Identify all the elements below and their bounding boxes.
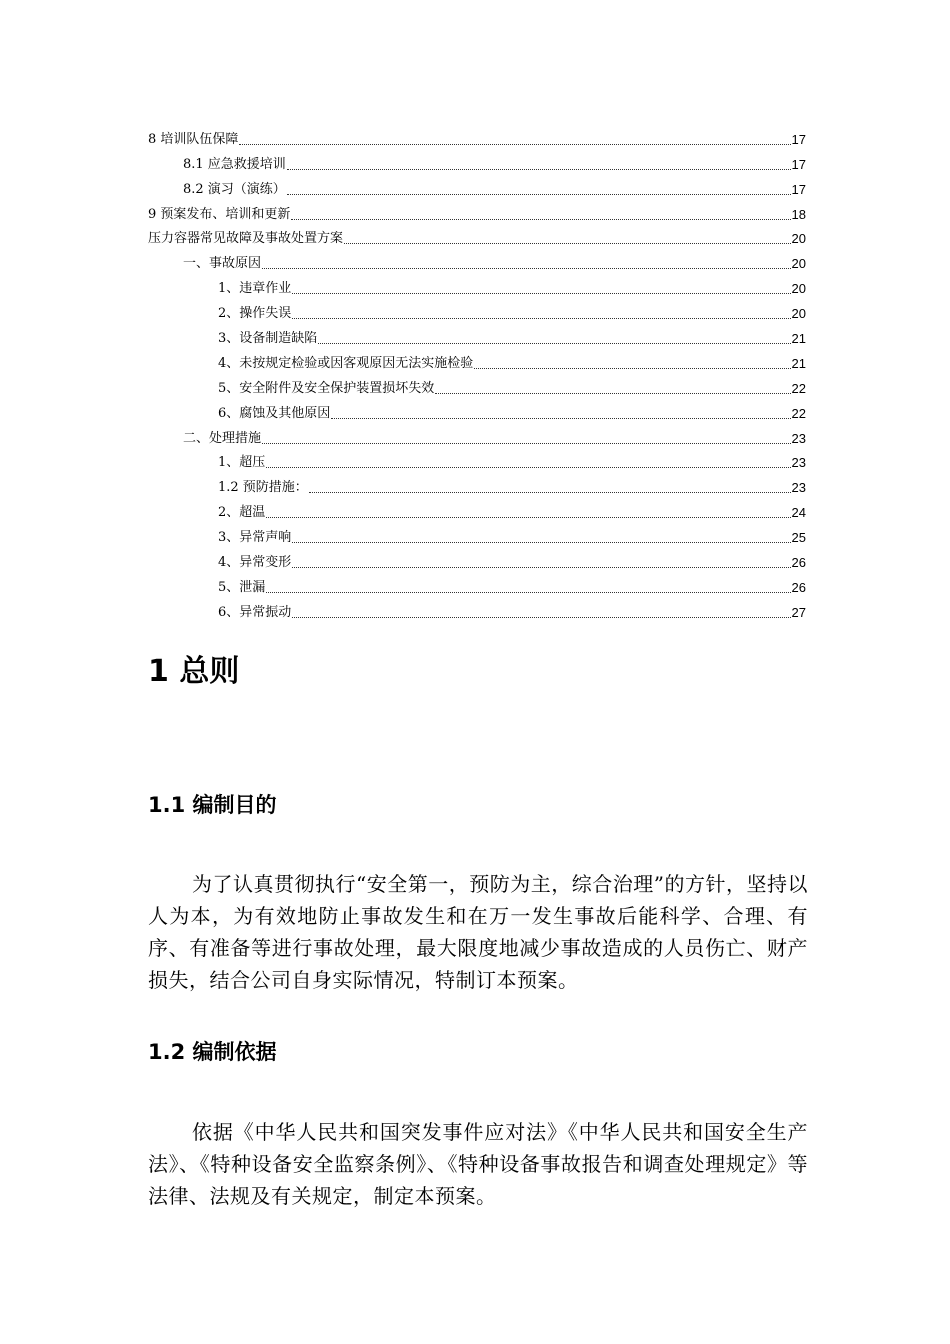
toc-entry-label: 9 预案发布、培训和更新 <box>148 206 291 222</box>
toc-entry-page-number: 23 <box>791 455 806 471</box>
toc-entry[interactable] <box>148 249 806 274</box>
toc-entry-label: 2、操作失误 <box>218 306 292 322</box>
toc-entry-page-number: 20 <box>791 306 806 322</box>
toc-dot-leader <box>291 219 790 220</box>
toc-entry-page-number: 21 <box>791 355 806 371</box>
toc-entry[interactable] <box>148 324 806 349</box>
toc-dot-leader <box>435 393 790 394</box>
toc-dot-leader <box>266 467 790 468</box>
section-heading-purpose: 1.1 编制目的 <box>148 793 277 817</box>
toc-entry-page-number: 26 <box>791 555 806 571</box>
toc-dot-leader <box>262 268 791 269</box>
toc-entry[interactable] <box>148 299 806 324</box>
section-paragraph-purpose: 为了认真贯彻执行“安全第一，预防为主，综合治理”的方针，坚持以人为本，为有效地防止事故发生和在万一发生事故后能科学、合理、有序、有准备等进行事故处理，最大限度地减少事故造成的人员伤亡、财产损失，结合公司自身实际情况，特制订本预案。 <box>148 872 808 992</box>
toc-entry[interactable] <box>148 548 806 573</box>
toc-dot-leader <box>266 592 790 593</box>
toc-entry-label: 一、事故原因 <box>183 256 262 272</box>
toc-entry-page-number: 21 <box>791 331 806 347</box>
toc-dot-leader <box>292 293 790 294</box>
toc-entry[interactable] <box>148 424 806 449</box>
toc-entry-label: 6、腐蚀及其他原因 <box>218 405 331 421</box>
toc-entry[interactable] <box>148 200 806 225</box>
toc-entry[interactable] <box>148 449 806 474</box>
toc-entry-label: 1.2 预防措施： <box>218 480 308 496</box>
toc-entry-label: 1、违章作业 <box>218 281 292 297</box>
toc-dot-leader <box>287 194 791 195</box>
toc-entry[interactable] <box>148 150 806 175</box>
toc-entry-page-number: 22 <box>791 405 806 421</box>
toc-entry[interactable] <box>148 175 806 200</box>
toc-dot-leader <box>292 617 790 618</box>
toc-entry-label: 8 培训队伍保障 <box>148 131 239 147</box>
toc-entry-label: 4、异常变形 <box>218 555 292 571</box>
toc-dot-leader <box>331 418 790 419</box>
toc-entry-page-number: 20 <box>791 281 806 297</box>
section-paragraph-basis: 依据《中华人民共和国突发事件应对法》《中华人民共和国安全生产法》、《特种设备安全监察条例》、《特种设备事故报告和调查处理规定》等法律、法规及有关规定，制定本预案。 <box>148 1120 808 1208</box>
toc-entry[interactable] <box>148 225 806 250</box>
toc-entry-page-number: 23 <box>791 430 806 446</box>
toc-entry-page-number: 27 <box>791 604 806 620</box>
toc-entry-label: 1、超压 <box>218 455 266 471</box>
toc-entry-label: 3、异常声响 <box>218 530 292 546</box>
toc-entry[interactable] <box>148 125 806 150</box>
toc-entry-label: 5、安全附件及安全保护装置损坏失效 <box>218 380 435 396</box>
toc-dot-leader <box>239 144 790 145</box>
toc-dot-leader <box>474 368 790 369</box>
toc-entry-label: 8.2 演习（演练） <box>183 181 286 197</box>
toc-entry-label: 二、处理措施 <box>183 430 262 446</box>
toc-dot-leader <box>287 169 791 170</box>
toc-entry-label: 8.1 应急救援培训 <box>183 156 286 172</box>
toc-entry-page-number: 17 <box>791 131 806 147</box>
toc-entry[interactable] <box>148 473 806 498</box>
toc-entry-label: 4、未按规定检验或因客观原因无法实施检验 <box>218 355 474 371</box>
toc-dot-leader <box>266 517 790 518</box>
section-heading-basis: 1.2 编制依据 <box>148 1040 277 1064</box>
toc-entry-label: 3、设备制造缺陷 <box>218 331 318 347</box>
chapter-title: 1 总则 <box>148 654 240 689</box>
toc-entry-label: 5、泄漏 <box>218 579 266 595</box>
toc-entry[interactable] <box>148 498 806 523</box>
toc-entry[interactable] <box>148 523 806 548</box>
toc-entry-page-number: 17 <box>791 181 806 197</box>
toc-entry-page-number: 23 <box>791 480 806 496</box>
toc-entry[interactable] <box>148 349 806 374</box>
toc-entry-page-number: 24 <box>791 505 806 521</box>
toc-entry[interactable] <box>148 573 806 598</box>
toc-dot-leader <box>318 343 790 344</box>
toc-dot-leader <box>292 542 790 543</box>
toc-entry-page-number: 18 <box>791 206 806 222</box>
toc-entry[interactable] <box>148 399 806 424</box>
toc-entry[interactable] <box>148 598 806 623</box>
toc-entry-page-number: 25 <box>791 530 806 546</box>
toc-dot-leader <box>262 443 791 444</box>
toc-dot-leader <box>344 243 791 244</box>
table-of-contents <box>148 125 806 623</box>
toc-entry-label: 压力容器常见故障及事故处置方案 <box>148 231 344 247</box>
toc-entry-page-number: 20 <box>791 231 806 247</box>
toc-dot-leader <box>309 492 791 493</box>
toc-dot-leader <box>292 318 790 319</box>
toc-entry-page-number: 22 <box>791 380 806 396</box>
toc-entry[interactable] <box>148 374 806 399</box>
toc-entry-page-number: 17 <box>791 156 806 172</box>
toc-entry-label: 6、异常振动 <box>218 604 292 620</box>
toc-entry[interactable] <box>148 274 806 299</box>
toc-dot-leader <box>292 567 790 568</box>
toc-entry-page-number: 26 <box>791 579 806 595</box>
toc-entry-page-number: 20 <box>791 256 806 272</box>
toc-entry-label: 2、超温 <box>218 505 266 521</box>
